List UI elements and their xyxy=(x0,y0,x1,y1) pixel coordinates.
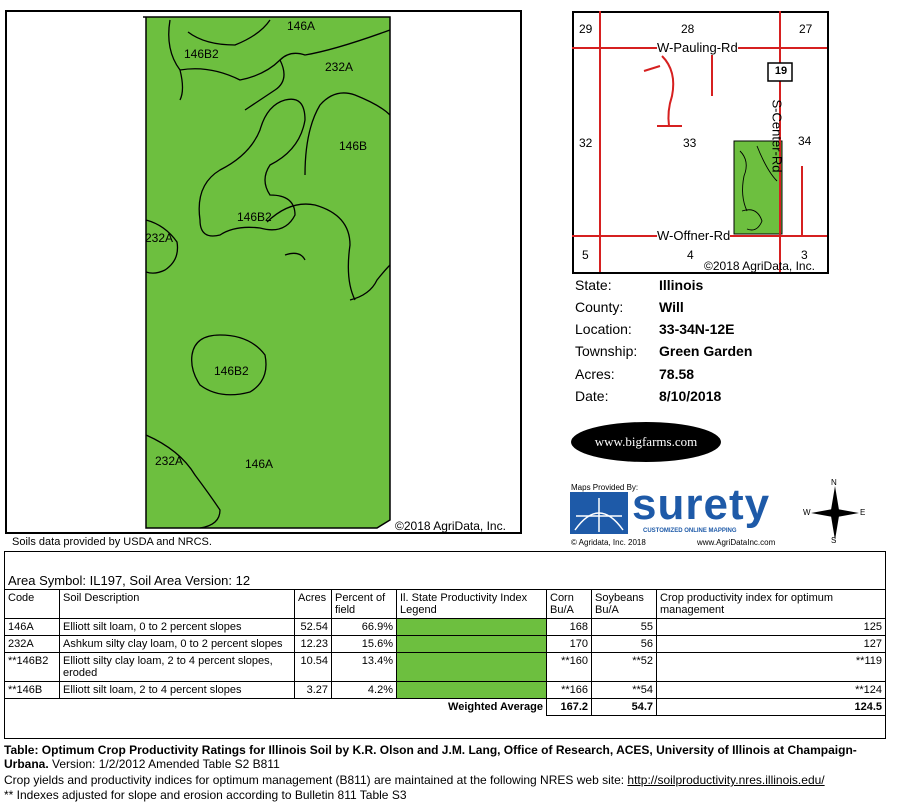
col-header: Corn Bu/A xyxy=(547,590,592,619)
footer-citation: Table: Optimum Crop Productivity Ratings for Illinois Soil by K.R. Olson and J.M. Lang, Office of Research, ACES, University of Illinois at Champaign-Urbana. Version: 1/2/2012 Amended Table S2 B811 xyxy=(4,743,857,771)
col-header: Il. State Productivity Index Legend xyxy=(397,590,547,619)
bigfarms-logo[interactable]: www.bigfarms.com xyxy=(571,422,721,462)
section-number: 28 xyxy=(681,22,695,36)
road-label-pauling: W-Pauling-Rd xyxy=(657,40,738,55)
section-number: 34 xyxy=(798,134,812,148)
property-info: State: Illinois County: Will Location: 33-34N-12E Township: Green Garden Acres: 78.58 Date: 8/10/2018 xyxy=(575,277,753,404)
soil-label: 146A xyxy=(287,19,316,33)
soil-map[interactable] xyxy=(5,10,522,534)
section-number: 5 xyxy=(582,248,589,262)
soil-map-copyright: ©2018 AgriData, Inc. xyxy=(395,519,506,533)
col-header: Acres xyxy=(295,590,332,619)
maps-provided-by: Maps Provided By: xyxy=(571,483,639,492)
soil-table xyxy=(4,589,886,716)
location-map-copyright: ©2018 AgriData, Inc. xyxy=(704,259,815,273)
compass-e: E xyxy=(860,508,866,517)
soil-label: 146B2 xyxy=(237,210,272,224)
compass-w: W xyxy=(803,508,811,517)
table-header-row xyxy=(5,590,886,619)
legend-bar xyxy=(397,636,547,653)
col-header: Crop productivity index for optimum management xyxy=(657,590,886,619)
section-number: 3 xyxy=(801,248,808,262)
soil-label: 146B xyxy=(339,139,368,153)
nres-link[interactable]: http://soilproductivity.nres.illinois.edu/ xyxy=(627,773,825,787)
surety-url: www.AgriDataInc.com xyxy=(697,538,776,547)
section-number: 4 xyxy=(687,248,694,262)
road-label-offner: W-Offner-Rd xyxy=(657,228,731,243)
soil-label: 146B2 xyxy=(214,364,249,378)
table-row: 146A Elliott silt loam, 0 to 2 percent slopes 52.54 66.9% 168 55 125 xyxy=(5,619,886,636)
footer-nres: Crop yields and productivity indices for optimum management (B811) are maintained at the following NRES web site: http://soilproductivity.nres.illinois.edu/ xyxy=(4,773,825,787)
surety-globe-icon xyxy=(570,492,630,536)
table-row: **146B Elliott silt loam, 2 to 4 percent slopes 3.27 4.2% **166 **54 **124 xyxy=(5,682,886,699)
col-header: Code xyxy=(5,590,60,619)
footer-note: ** Indexes adjusted for slope and erosion according to Bulletin 811 Table S3 xyxy=(4,788,407,802)
compass-s: S xyxy=(831,536,837,545)
area-symbol: Area Symbol: IL197, Soil Area Version: 12 xyxy=(8,573,251,588)
table-row: **146B2 Elliott silty clay loam, 2 to 4 percent slopes, eroded 10.54 13.4% **160 **52 **119 xyxy=(5,653,886,682)
soil-label: 232A xyxy=(145,231,174,245)
col-header: Percent of field xyxy=(332,590,397,619)
surety-logo[interactable]: surety xyxy=(632,480,771,529)
soil-data-credit: Soils data provided by USDA and NRCS. xyxy=(12,536,212,548)
section-number: 27 xyxy=(799,22,813,36)
section-number: 32 xyxy=(579,136,593,150)
road-label-center: S-Center-Rd xyxy=(769,99,785,173)
surety-copyright: © Agridata, Inc. 2018 xyxy=(571,538,646,547)
soil-label: 146B2 xyxy=(184,47,219,61)
soil-label: 232A xyxy=(325,60,354,74)
section-number: 29 xyxy=(579,22,593,36)
compass-n: N xyxy=(831,478,837,487)
table-row: 232A Ashkum silty clay loam, 0 to 2 percent slopes 12.23 15.6% 170 56 127 xyxy=(5,636,886,653)
col-header: Soybeans Bu/A xyxy=(592,590,657,619)
legend-bar xyxy=(397,619,547,636)
surety-tagline: CUSTOMIZED ONLINE MAPPING xyxy=(643,528,737,534)
soil-label: 232A xyxy=(155,454,184,468)
legend-bar xyxy=(397,653,547,682)
col-header: Soil Description xyxy=(60,590,295,619)
section-number: 33 xyxy=(683,136,697,150)
legend-bar xyxy=(397,682,547,699)
route-shield: 19 xyxy=(774,65,788,77)
weighted-average-row: Weighted Average 167.2 54.7 124.5 xyxy=(5,699,886,716)
soil-label: 146A xyxy=(245,457,274,471)
